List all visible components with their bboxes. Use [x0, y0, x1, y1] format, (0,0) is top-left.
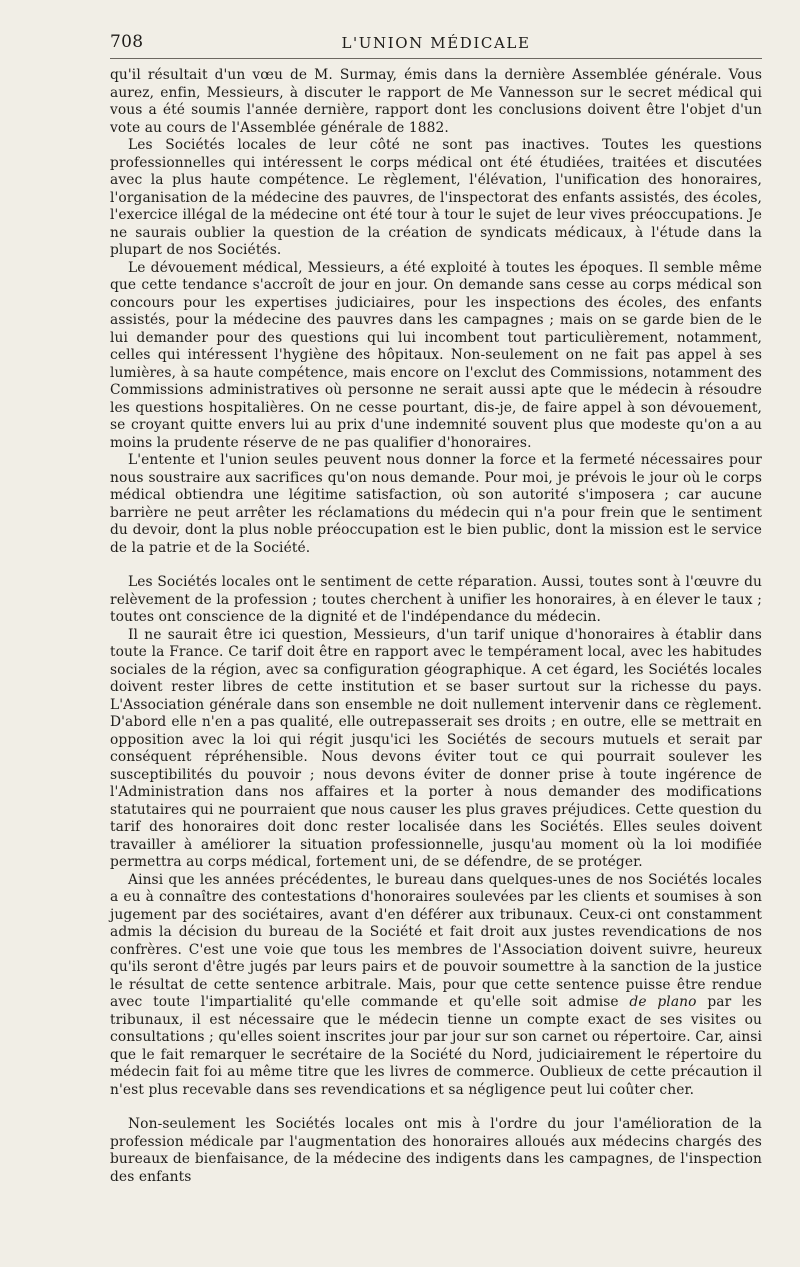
page-header	[110, 26, 762, 59]
page-number: 708	[110, 32, 144, 52]
paragraph	[110, 872, 762, 1100]
running-title: L'UNION MÉDICALE	[341, 34, 531, 52]
paragraph-text: Ainsi que les années précédentes, le bureau dans quelques-unes de nos Sociétés locales a eu à connaître des contestations d'honoraires soulevées par les clients et soumises à son jugement par des sociétaires, avant d'en déférer aux tribunaux. Ceux-ci ont constamment admis la décision du bureau de la Société et fait droit aux justes revendications de nos confrères. C'est une voie que tous les membres de l'Association doivent suivre, heureux qu'ils seront d'être jugés par leurs pairs et de pouvoir soumettre à la sanction de la justice le résultat de cette sentence arbitrale. Mais, pour que cette sentence puisse être rendue avec toute l'impartialité qu'elle commande et qu'elle soit admise	[110, 871, 762, 1010]
paragraph: Non-seulement les Sociétés locales ont mis à l'ordre du jour l'amélioration de la profession médicale par l'augmentation des honoraires alloués aux médecins chargés des bureaux de bienfaisance, de la médecine des indigents dans les campagnes, de l'inspection des enfants	[110, 1116, 762, 1185]
article-body	[110, 67, 762, 1186]
latin-phrase: de plano	[629, 994, 697, 1010]
paragraph: Le dévouement médical, Messieurs, a été exploité à toutes les époques. Il semble même que cette tendance s'accroît de jour en jour. On demande sans cesse au corps médical son concours pour les expertises judiciaires, pour les inspections des écoles, des enfants assistés, pour la médecine des pauvres dans les campagnes ; mais on se garde bien de le lui demander pour des questions qui lui incombent tout particulièrement, notamment, celles qui intéressent l'hygiène des hôpitaux. Non-seulement on ne fait pas appel à ses lumières, à sa haute compétence, mais encore on l'exclut des Commissions, notamment des Commissions administratives où personne ne serait aussi apte que le médecin à résoudre les questions hospitalières. On ne cesse pourtant, dis-je, de faire appel à son dévouement, se croyant quitte envers lui au prix d'une indemnité souvent plus que modeste qu'on a au moins la prudente réserve de ne pas qualifier d'honoraires.	[110, 259, 762, 451]
paragraph-text: par les tribunaux, il est nécessaire que le médecin tienne un compte exact de ses visites ou consultations ; qu'elles soient inscrites jour par jour sur son carnet ou répertoire. Car, ainsi que le fait remarquer le secrétaire de la Société du Nord, judiciairement le répertoire du médecin fait foi au même titre que les livres de commerce. Oublieux de cette précaution il n'est plus recevable dans ses revendications et sa négligence peut lui coûter cher.	[110, 994, 762, 1098]
paragraph: L'entente et l'union seules peuvent nous donner la force et la fermeté nécessaires pour nous soustraire aux sacrifices qu'on nous demande. Pour moi, je prévois le jour où le corps médical obtiendra une légitime satisfaction, où son autorité s'imposera ; car aucune barrière ne peut arrêter les réclamations du médecin qui n'a pour frein que le sentiment du devoir, dont la plus noble préoccupation est le bien public, dont la mission est le service de la patrie et de la Société.	[110, 452, 762, 556]
paragraph: Il ne saurait être ici question, Messieurs, d'un tarif unique d'honoraires à établir dans toute la France. Ce tarif doit être en rapport avec le tempérament local, avec les habitudes sociales de la région, avec sa configuration géographique. A cet égard, les Sociétés locales doivent rester libres de cette institution et se baser surtout sur la richesse du pays. L'Association générale dans son ensemble ne doit nullement intervenir dans ce règlement. D'abord elle n'en a pas qualité, elle outrepasserait ses droits ; en outre, elle se mettrait en opposition avec la loi qui régit jusqu'ici les Sociétés de secours mutuels et serait par conséquent répréhensible. Nous devons éviter tout ce qui pourrait soulever les susceptibilités du pouvoir ; nous devons éviter de donner prise à toute ingérence de l'Administration dans nos affaires et la porter à nous demander des modifications statutaires qui ne pourraient que nous causer les plus graves préjudices. Cette question du tarif des honoraires doit donc rester localisée dans les Sociétés. Elles seules doivent travailler à améliorer la situation professionnelle, jusqu'au moment où la loi modifiée permettra au corps médical, fortement uni, de se défendre, de se protéger.	[110, 626, 762, 870]
paragraph-continued: qu'il résultait d'un vœu de M. Surmay, émis dans la dernière Assemblée générale. Vous aurez, enfin, Messieurs, à discuter le rapport de Me Vannesson sur le secret médical qui vous a été soumis l'année dernière, rapport dont les conclusions doivent être l'objet d'un vote au cours de l'Assemblée générale de 1882.	[110, 67, 762, 136]
paragraph: Les Sociétés locales de leur côté ne sont pas inactives. Toutes les questions professionnelles qui intéressent le corps médical ont été étudiées, traitées et discutées avec la plus haute compétence. Le règlement, l'élévation, l'unification des honoraires, l'organisation de la médecine des pauvres, de l'inspectorat des enfants assistés, des écoles, l'exercice illégal de la médecine ont été tour à tour le sujet de leur vives préoccupations. Je ne saurais oublier la question de la création de syndicats médicaux, à l'étude dans la plupart de nos Sociétés.	[110, 137, 762, 258]
paragraph: Les Sociétés locales ont le sentiment de cette réparation. Aussi, toutes sont à l'œuvre du relèvement de la profession ; toutes cherchent à unifier les honoraires, à en élever le taux ; toutes ont conscience de la dignité et de l'indépendance du médecin.	[110, 574, 762, 625]
